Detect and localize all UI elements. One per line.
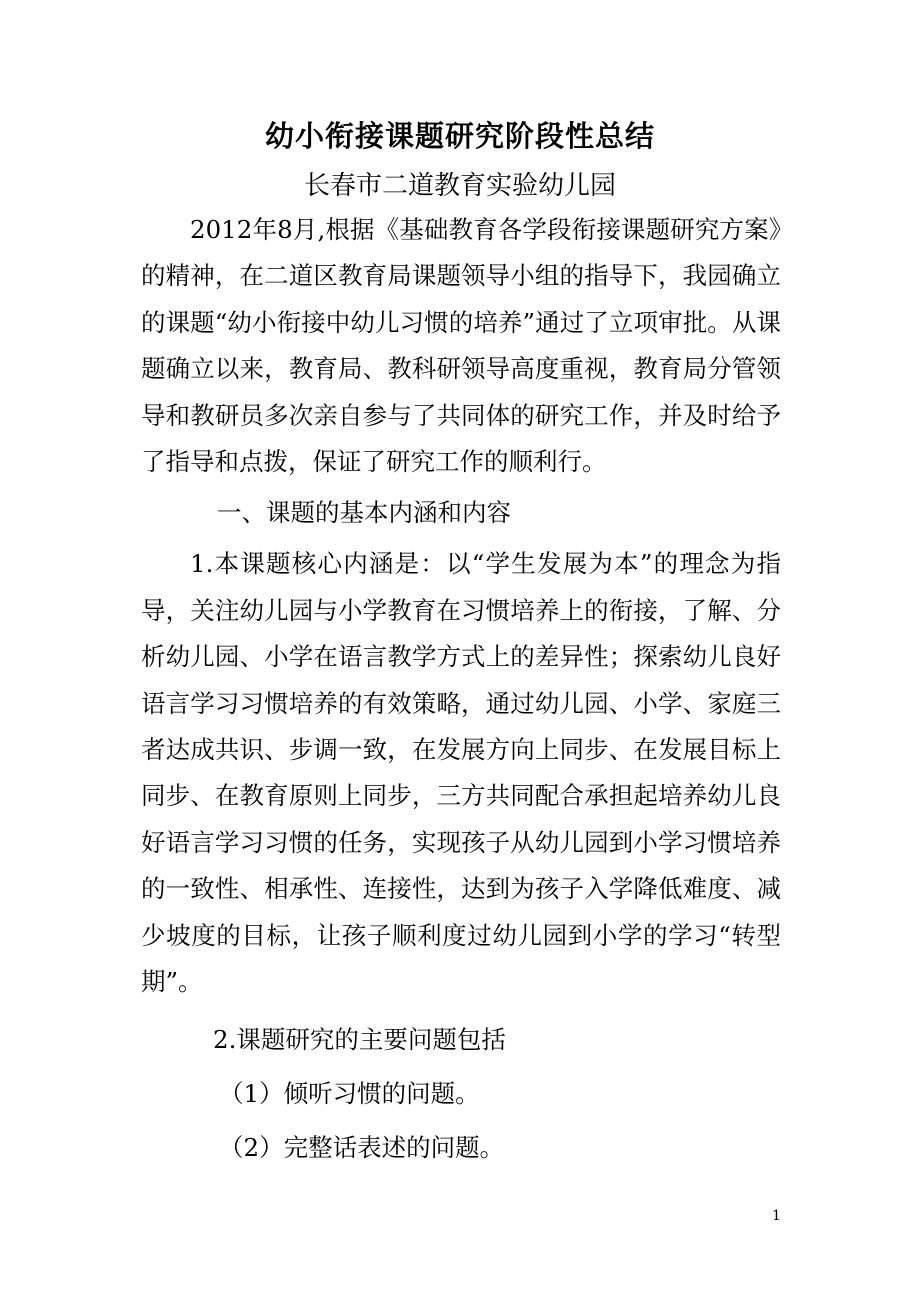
page-number: 1 xyxy=(772,1208,781,1224)
issue-item: （1）倾听习惯的问题。 xyxy=(219,1078,480,1108)
issue-item: （2）完整话表述的问题。 xyxy=(219,1132,505,1162)
main-issues-heading: 2.课题研究的主要问题包括 xyxy=(213,1024,506,1054)
section-heading: 一、课题的基本内涵和内容 xyxy=(217,498,511,528)
document-title: 幼小衔接课题研究阶段性总结 xyxy=(264,119,655,153)
intro-paragraph: 2012年8月,根据《基础教育各学段衔接课题研究方案》的精神，在二道区教育局课题领导小组的指导下，我园确立的课题“幼小衔接中幼儿习惯的培养”通过了立项审批。从课题确立以来，教育局、教科研领导高度重视，教育局分管领导和教研员多次亲自参与了共同体的研究工作，并及时给予了指导和点拨，保证了研究工作的顺利行。 xyxy=(141,215,781,477)
document-body xyxy=(141,207,781,1175)
document-author: 长春市二道教育实验幼儿园 xyxy=(303,171,616,201)
core-connotation-paragraph: 1.本课题核心内涵是：以“学生发展为本”的理念为指导，关注幼儿园与小学教育在习惯培养上的衔接，了解、分析幼儿园、小学在语言教学方式上的差异性；探索幼儿良好语言学习习惯培养的有效策略，通过幼儿园、小学、家庭三者达成共识、步调一致，在发展方向上同步、在发展目标上同步、在教育原则上同步，三方共同配合承担起培养幼儿良好语言学习习惯的任务，实现孩子从幼儿园到小学习惯培养的一致性、相承性、连接性，达到为孩子入学降低难度、减少坡度的目标，让孩子顺利度过幼儿园到小学的学习“转型期”。 xyxy=(141,549,781,997)
